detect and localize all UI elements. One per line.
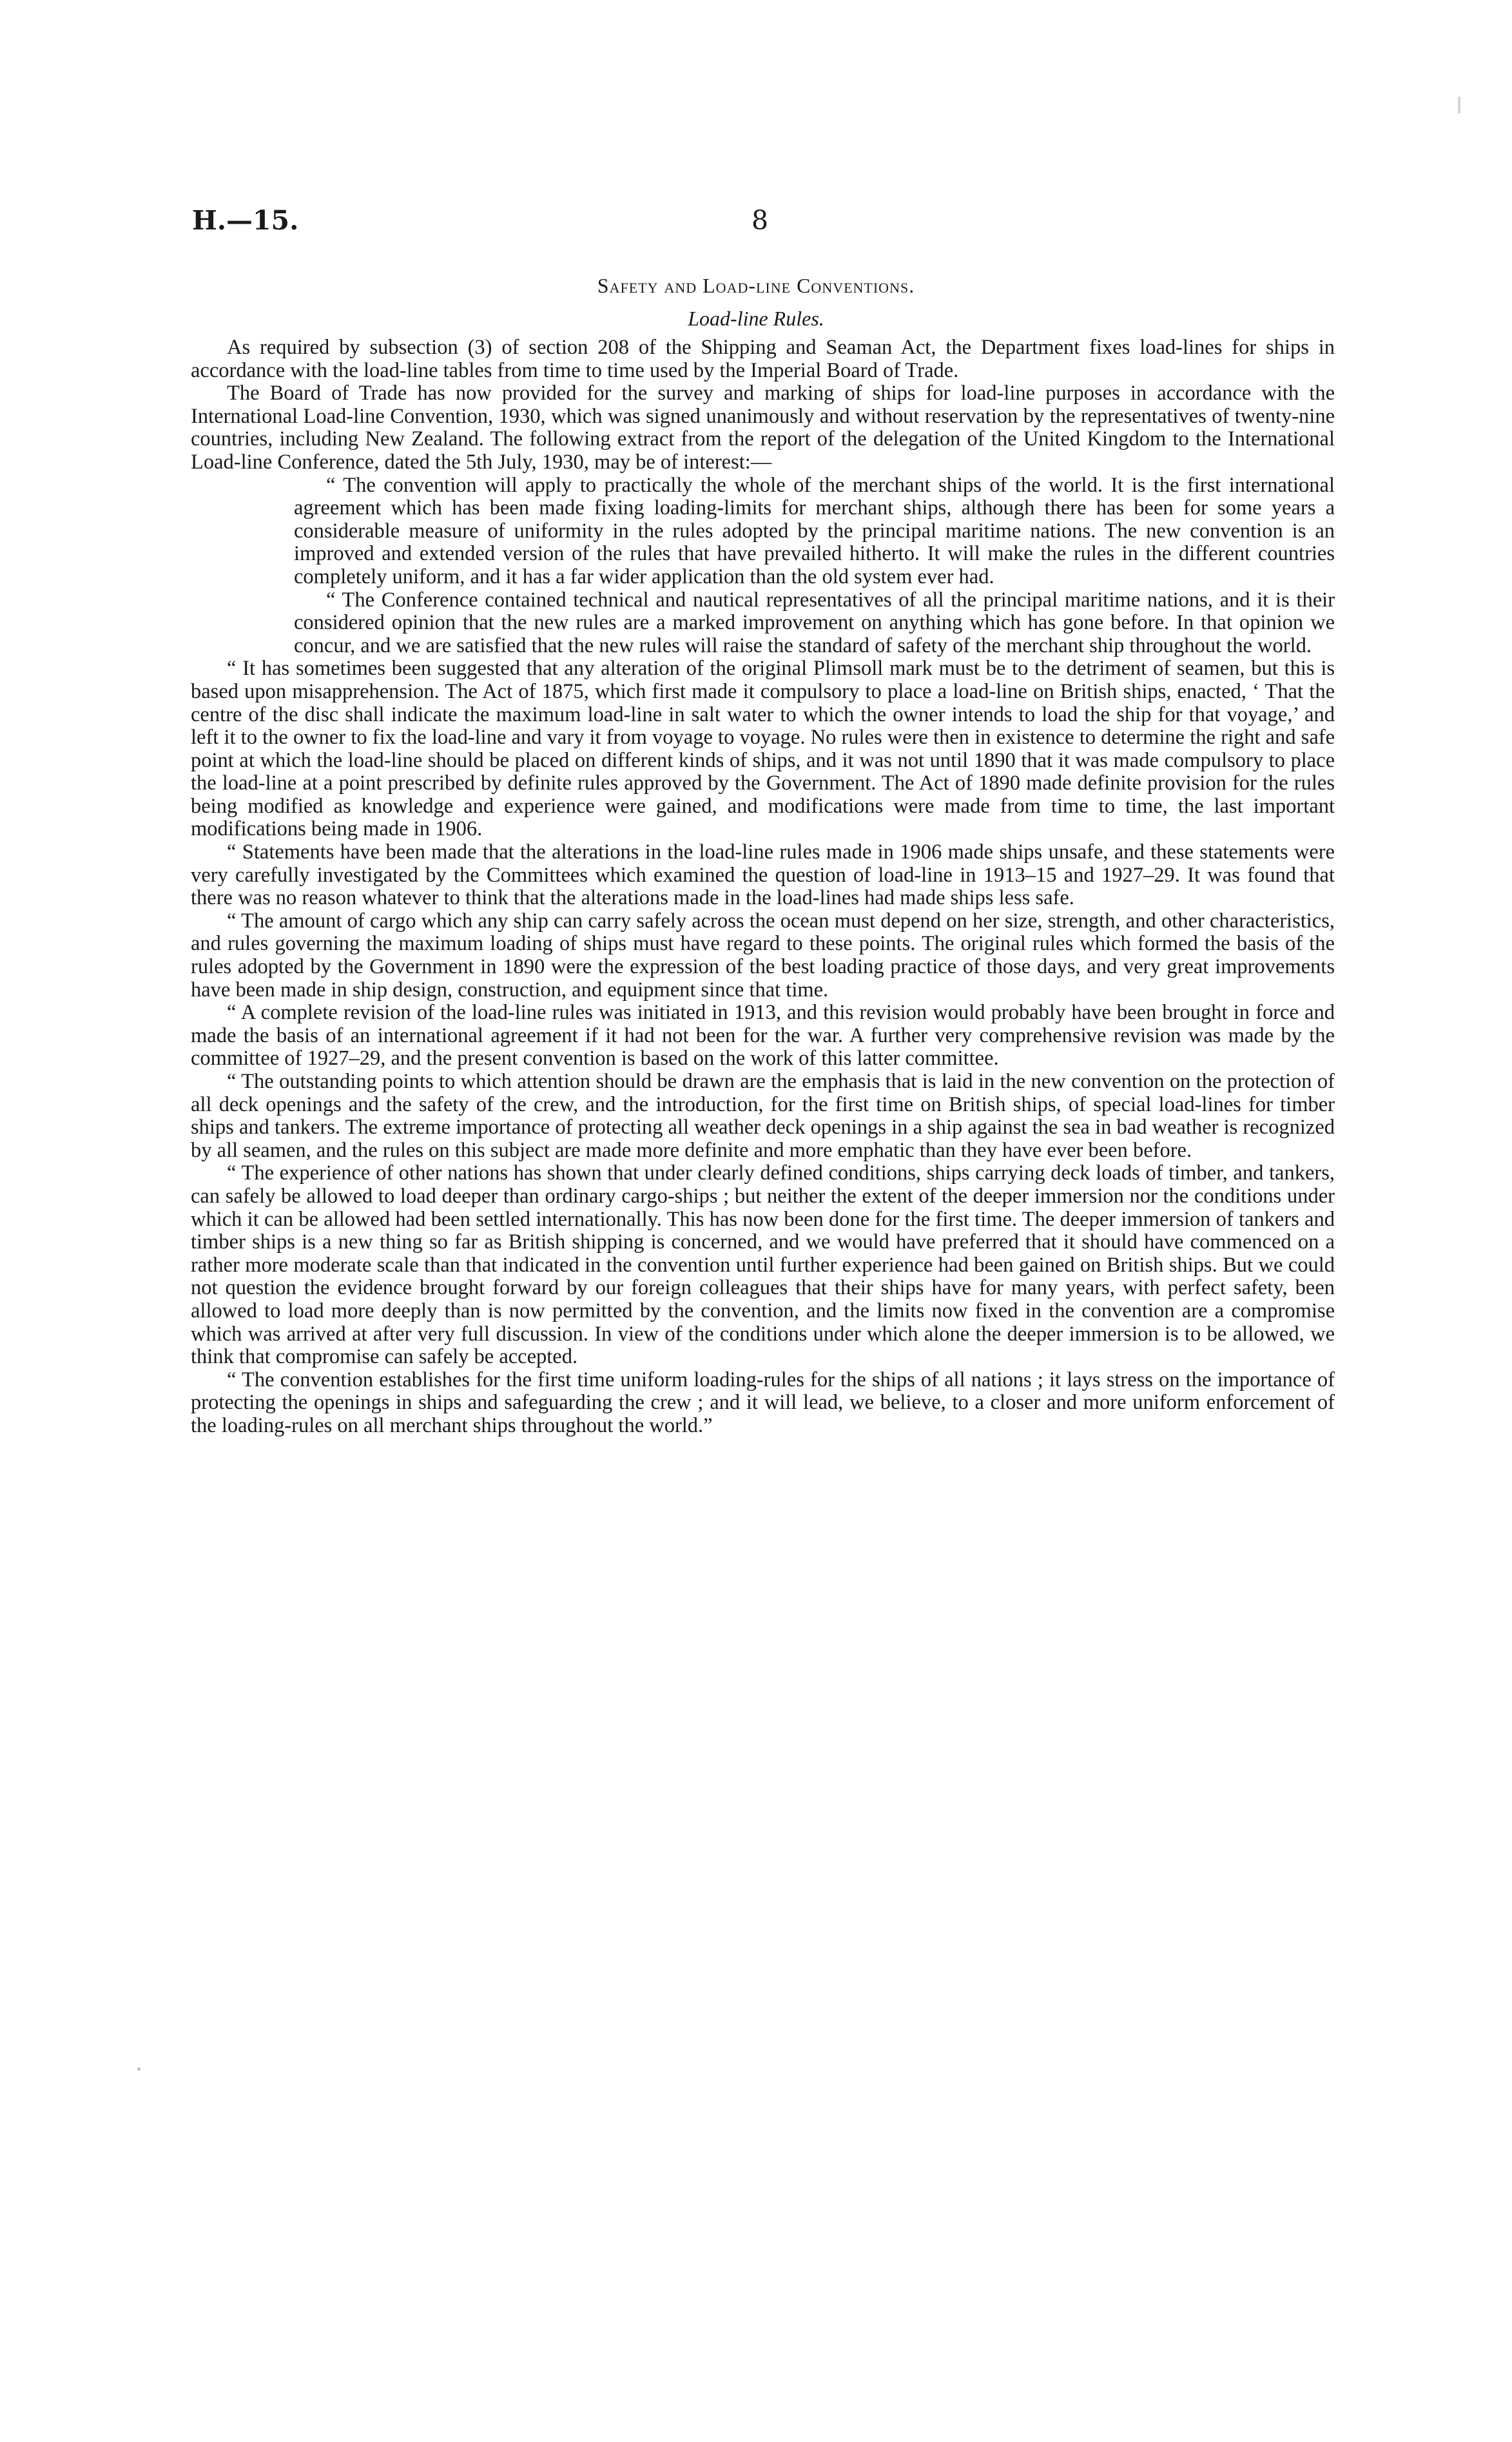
quote-paragraph: “ A complete revision of the load-line rules was initiated in 1913, and this revision would probably have been brought in force and made the basis of an international agreement if it had not been for the war. A further very comprehensive revision was made by the committee of 1927–29, and the present convention is based on the work of this latter committee. [191, 1001, 1335, 1071]
section-heading: Safety and Load-line Conventions. [597, 274, 915, 297]
paragraph-intro: As required by subsection (3) of section 208 of the Shipping and Seaman Act, the Department fixes load-lines for ships in accordance with the load-line tables from time to time used by the Imperial Board of Trade. [191, 336, 1335, 382]
page-number: 8 [751, 205, 769, 236]
quote-paragraph: “ Statements have been made that the alterations in the load-line rules made in 1906 made ships unsafe, and these statements were very carefully investigated by the Committees which examined the question of load-line in 1913–15 and 1927–29. It was found that there was no reason whatever to think that the alterations made in the load-lines had made ships less safe. [191, 840, 1335, 910]
sub-heading: Load-line Rules. [688, 307, 824, 330]
scan-mark [1458, 97, 1460, 113]
scan-speck [137, 2068, 141, 2071]
quote-paragraph: “ The convention will apply to practically the whole of the merchant ships of the world. It is the first international agreement which has been made fixing loading-limits for merchant ships, although there has been for some years a considerable measure of uniformity in the rules adopted by the principal maritime nations. The new convention is an improved and extended version of the rules that have prevailed hitherto. It will make the rules in the different countries completely uniform, and it has a far wider application than the old system ever had. [294, 473, 1335, 588]
paragraph-board-of-trade: The Board of Trade has now provided for the survey and marking of ships for load-line purposes in accordance with the International Load-line Convention, 1930, which was signed unanimously and without reservation by the representatives of twenty-nine countries, including New Zealand. The following extract from the report of the delegation of the United Kingdom to the International Load-line Conference, dated the 5th July, 1930, may be of interest:— [191, 382, 1335, 474]
quote-paragraph: “ The experience of other nations has shown that under clearly defined conditions, ships carrying deck loads of timber, and tankers, can safely be allowed to load deeper than ordinary cargo-ships ; but neither the extent of the deeper immersion nor the conditions under which it can be allowed had been settled internationally. This has now been done for the first time. The deeper immersion of tankers and timber ships is a new thing so far as British shipping is concerned, and we would have preferred that it should have commenced on a rather more moderate scale than that indicated in the convention until further experience had been gained on British ships. But we could not question the evidence brought forward by our foreign colleagues that their ships have for many years, with perfect safety, been allowed to load more deeply than is now permitted by the convention, and the limits now fixed in the convention are a compromise which was arrived at after very full discussion. In view of the conditions under which alone the deeper immersion is to be allowed, we think that compromise can safely be accepted. [191, 1161, 1335, 1369]
document-reference: H.—15. [192, 205, 299, 236]
quote-paragraph: “ The Conference contained technical and nautical representatives of all the principal maritime nations, and it is their considered opinion that the new rules are a marked improvement on anything which has gone before. In that opinion we concur, and we are satisfied that the new rules will raise the standard of safety of the merchant ship throughout the world. [294, 588, 1335, 657]
quote-paragraph: “ The amount of cargo which any ship can carry safely across the ocean must depend on her size, strength, and other characteristics, and rules governing the maximum loading of ships must have regard to these points. The original rules which formed the basis of the rules adopted by the Government in 1890 were the expression of the best loading practice of those days, and very great improvements have been made in ship design, construction, and equipment since that time. [191, 909, 1335, 1002]
quote-paragraph: “ It has sometimes been suggested that any alteration of the original Plimsoll mark must be to the detriment of seamen, but this is based upon misapprehension. The Act of 1875, which first made it compulsory to place a load-line on British ships, enacted, ‘ That the centre of the disc shall indicate the maximum load-line in salt water to which the owner intends to load the ship for that voyage,’ and left it to the owner to fix the load-line and vary it from voyage to voyage. No rules were then in existence to determine the right and safe point at which the load-line should be placed on different kinds of ships, and it was not until 1890 that it was made compulsory to place the load-line at a point prescribed by definite rules approved by the Government. The Act of 1890 made definite provision for the rules being modified as knowledge and experience were gained, and modifications were made from time to time, the last important modifications being made in 1906. [191, 657, 1335, 841]
quote-paragraph: “ The outstanding points to which attention should be drawn are the emphasis that is laid in the new convention on the protection of all deck openings and the safety of the crew, and the introduction, for the first time on British ships, of special load-lines for timber ships and tankers. The extreme importance of protecting all weather deck openings in a ship against the sea in bad weather is recognized by all seamen, and the rules on this subject are made more definite and more emphatic than they have ever been before. [191, 1070, 1335, 1162]
quote-paragraph-final: “ The convention establishes for the first time uniform loading-rules for the ships of all nations ; it lays stress on the importance of protecting the openings in ships and safeguarding the crew ; and it will lead, we believe, to a closer and more uniform enforcement of the loading-rules on all merchant ships throughout the world.” [191, 1368, 1335, 1437]
body-text [191, 336, 1335, 1438]
